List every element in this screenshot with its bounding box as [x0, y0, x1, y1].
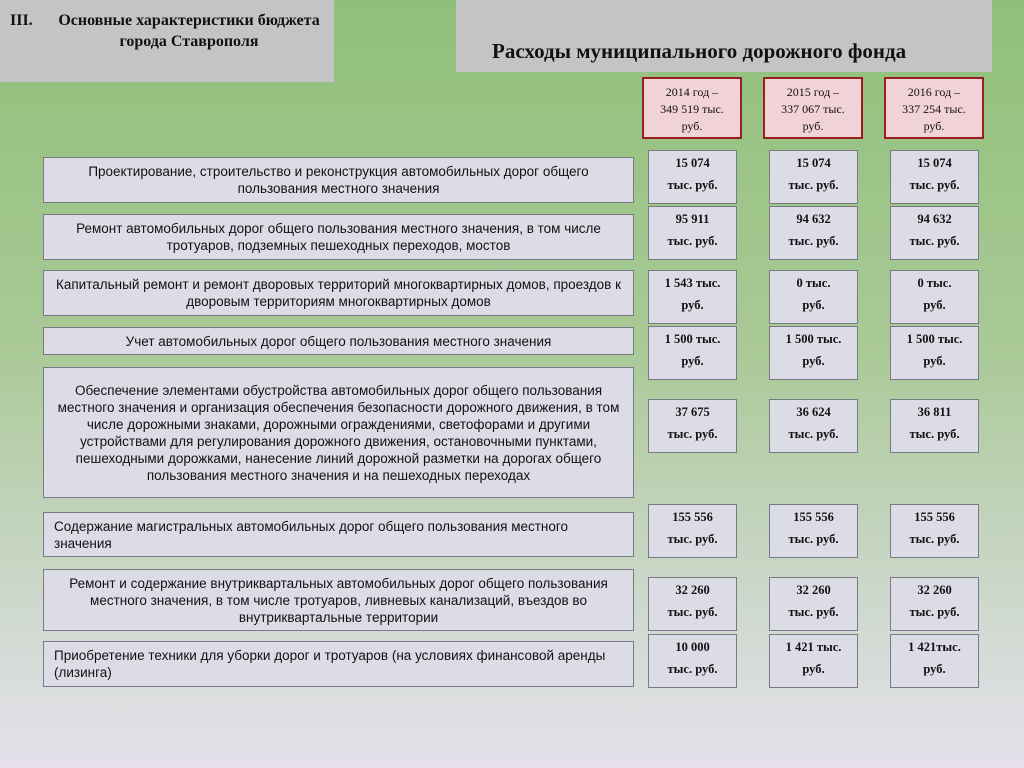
value-cell-r3-2016 — [890, 270, 979, 324]
category-row-4 — [43, 327, 634, 355]
value-amount: 1 421 тыс. — [785, 640, 842, 654]
category-row-3 — [43, 270, 634, 316]
slide-title-box — [456, 0, 992, 72]
category-row-8 — [43, 641, 634, 687]
category-label: Ремонт автомобильных дорог общего пользования местного значения, в том числе тротуаров, подземных пешеходных переходов, мостов — [76, 221, 601, 253]
value-unit: тыс. руб. — [667, 662, 718, 676]
value-cell-r7-2015 — [769, 577, 858, 631]
value-unit: тыс. руб. — [788, 234, 839, 248]
value-amount: 0 тыс. — [917, 276, 952, 290]
year-header-line: 349 519 тыс. — [660, 102, 724, 116]
value-cell-r3-2014 — [648, 270, 737, 324]
value-unit: тыс. руб. — [909, 234, 960, 248]
year-header-line: 2016 год – — [907, 85, 961, 99]
value-amount: 1 500 тыс. — [785, 332, 842, 346]
value-unit: руб. — [802, 354, 825, 368]
value-amount: 1 543 тыс. — [664, 276, 721, 290]
value-unit: тыс. руб. — [788, 178, 839, 192]
year-header-line: 337 254 тыс. — [902, 102, 966, 116]
value-unit: тыс. руб. — [667, 532, 718, 546]
value-cell-r8-2016 — [890, 634, 979, 688]
value-unit: руб. — [923, 662, 946, 676]
value-unit: тыс. руб. — [788, 427, 839, 441]
value-amount: 1 421тыс. — [908, 640, 961, 654]
value-amount: 32 260 — [675, 583, 710, 597]
value-unit: тыс. руб. — [667, 178, 718, 192]
value-unit: тыс. руб. — [788, 532, 839, 546]
year-header-line: руб. — [923, 119, 945, 133]
value-unit: руб. — [923, 298, 946, 312]
value-amount: 15 074 — [675, 156, 710, 170]
year-header-line: 2014 год – — [665, 85, 719, 99]
value-amount: 0 тыс. — [796, 276, 831, 290]
category-label: Обеспечение элементами обустройства автомобильных дорог общего пользования местного значения и организация обеспечения безопасности дорожного движения, в том числе дорожными знаками, дорожными ограждениями, светофорами и другими устройствами для регулирования дорожного движения, остановочными пунктами, пешеходными дорожками, нанесение линий дорожной разметки на дорогах общего пользования местного значения и на пешеходных переходах — [57, 382, 620, 483]
value-amount: 10 000 — [675, 640, 710, 654]
value-cell-r5-2016 — [890, 399, 979, 453]
category-row-6 — [43, 512, 634, 557]
value-amount: 94 632 — [796, 212, 831, 226]
value-unit: тыс. руб. — [667, 427, 718, 441]
category-label: Приобретение техники для уборки дорог и тротуаров (на условиях финансовой аренды (лизинга) — [54, 648, 606, 680]
category-label: Капитальный ремонт и ремонт дворовых территорий многоквартирных домов, проездов к дворовым территориям многоквартирных домов — [56, 277, 621, 309]
value-amount: 1 500 тыс. — [906, 332, 963, 346]
value-amount: 155 556 — [793, 510, 834, 524]
category-row-7 — [43, 569, 634, 631]
section-header — [0, 0, 334, 82]
value-cell-r6-2014 — [648, 504, 737, 558]
value-cell-r4-2016 — [890, 326, 979, 380]
slide-title: Расходы муниципального дорожного фонда — [492, 39, 907, 63]
value-unit: тыс. руб. — [909, 427, 960, 441]
value-unit: тыс. руб. — [909, 178, 960, 192]
value-cell-r5-2014 — [648, 399, 737, 453]
value-cell-r1-2014 — [648, 150, 737, 204]
value-amount: 32 260 — [796, 583, 831, 597]
value-unit: руб. — [923, 354, 946, 368]
section-number: III. — [10, 12, 33, 29]
value-cell-r6-2016 — [890, 504, 979, 558]
value-cell-r5-2015 — [769, 399, 858, 453]
value-cell-r8-2015 — [769, 634, 858, 688]
year-header-2014 — [642, 77, 742, 139]
value-unit: тыс. руб. — [788, 605, 839, 619]
year-header-line: 337 067 тыс. — [781, 102, 845, 116]
value-cell-r4-2015 — [769, 326, 858, 380]
value-unit: тыс. руб. — [667, 234, 718, 248]
value-amount: 94 632 — [917, 212, 952, 226]
category-label: Проектирование, строительство и реконструкция автомобильных дорог общего пользования местного значения — [88, 164, 589, 196]
value-cell-r4-2014 — [648, 326, 737, 380]
value-cell-r6-2015 — [769, 504, 858, 558]
value-amount: 15 074 — [796, 156, 831, 170]
category-label: Учет автомобильных дорог общего пользования местного значения — [125, 333, 552, 349]
value-amount: 36 624 — [796, 405, 831, 419]
section-title: Основные характеристики бюджета города Ставрополя — [58, 12, 320, 50]
value-cell-r2-2015 — [769, 206, 858, 260]
year-header-line: руб. — [681, 119, 703, 133]
value-cell-r7-2016 — [890, 577, 979, 631]
category-row-1 — [43, 157, 634, 203]
value-amount: 15 074 — [917, 156, 952, 170]
category-row-2 — [43, 214, 634, 260]
category-label: Ремонт и содержание внутриквартальных автомобильных дорог общего пользования местного значения, в том числе тротуаров, ливневых канализаций, въездов во внутриквартальные территории — [69, 575, 608, 625]
value-unit: руб. — [802, 662, 825, 676]
value-amount: 1 500 тыс. — [664, 332, 721, 346]
value-cell-r8-2014 — [648, 634, 737, 688]
value-amount: 95 911 — [675, 212, 710, 226]
value-cell-r1-2016 — [890, 150, 979, 204]
category-row-5 — [43, 367, 634, 498]
value-unit: руб. — [681, 354, 704, 368]
value-amount: 155 556 — [914, 510, 955, 524]
value-amount: 32 260 — [917, 583, 952, 597]
value-unit: руб. — [802, 298, 825, 312]
year-header-line: руб. — [802, 119, 824, 133]
category-label: Содержание магистральных автомобильных дорог общего пользования местного значения — [54, 518, 569, 551]
value-unit: тыс. руб. — [667, 605, 718, 619]
value-unit: руб. — [681, 298, 704, 312]
value-unit: тыс. руб. — [909, 605, 960, 619]
value-cell-r7-2014 — [648, 577, 737, 631]
value-cell-r2-2014 — [648, 206, 737, 260]
value-unit: тыс. руб. — [909, 532, 960, 546]
value-cell-r1-2015 — [769, 150, 858, 204]
value-amount: 155 556 — [672, 510, 713, 524]
value-amount: 36 811 — [917, 405, 952, 419]
year-header-line: 2015 год – — [786, 85, 840, 99]
year-header-2015 — [763, 77, 863, 139]
value-cell-r2-2016 — [890, 206, 979, 260]
value-cell-r3-2015 — [769, 270, 858, 324]
value-amount: 37 675 — [675, 405, 710, 419]
year-header-2016 — [884, 77, 984, 139]
